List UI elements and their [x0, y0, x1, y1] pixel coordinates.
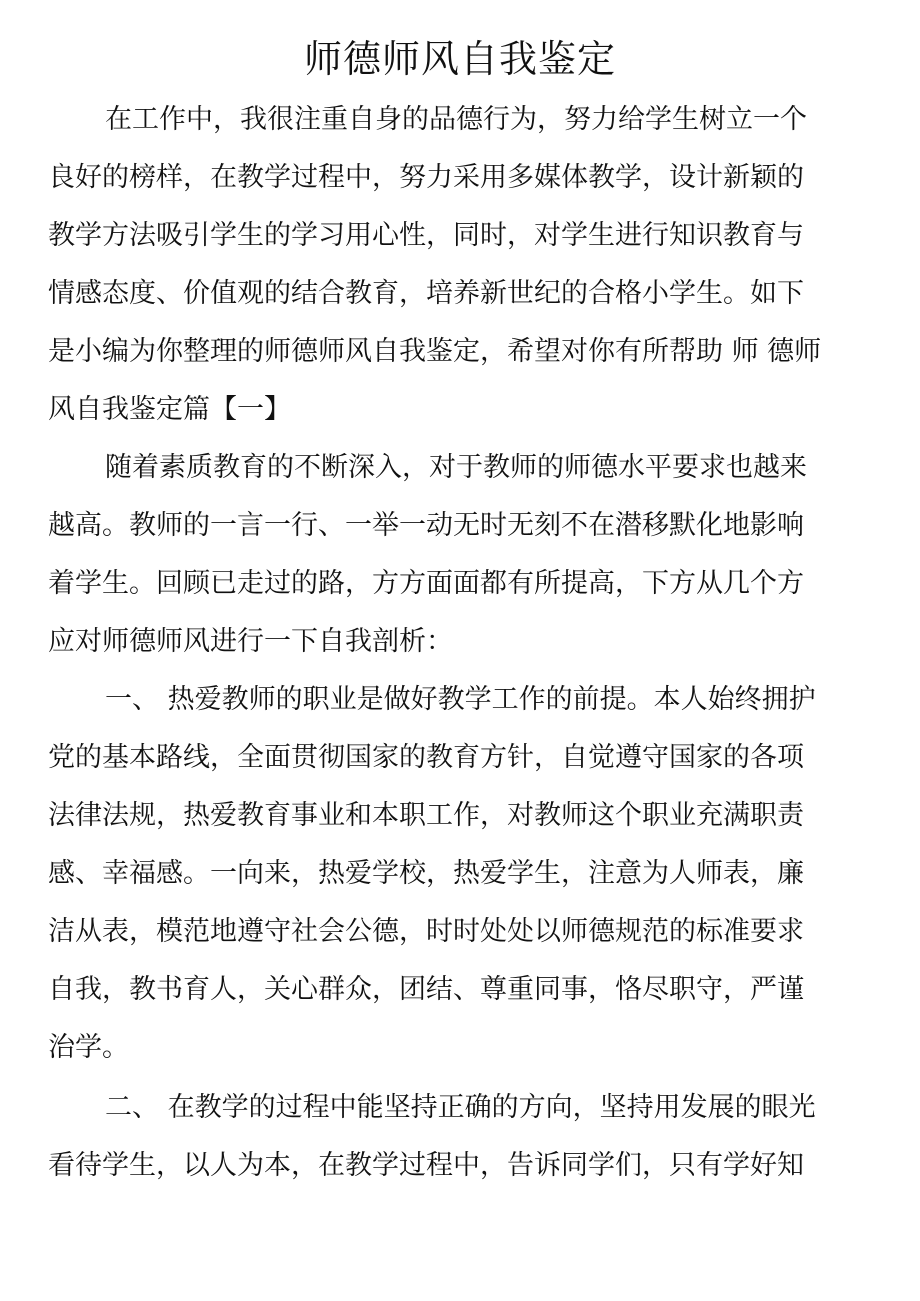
- paragraph-line: 随着素质教育的不断深入，对于教师的师德水平要求也越来: [105, 452, 807, 483]
- paragraph-line: 情感态度、价值观的结合教育，培养新世纪的合格小学生。如下: [48, 278, 804, 309]
- paragraph-line: 自我，教书育人，关心群众，团结、尊重同事，恪尽职守，严谨: [48, 974, 804, 1005]
- paragraph-line: 二、 在教学的过程中能坚持正确的方向，坚持用发展的眼光: [105, 1092, 816, 1123]
- paragraph-line: 应对师德师风进行一下自我剖析：: [48, 626, 453, 657]
- document-title: 师德师风自我鉴定: [303, 37, 616, 81]
- paragraph-line: 良好的榜样，在教学过程中，努力采用多媒体教学，设计新颖的: [48, 162, 804, 193]
- paragraph-line: 治学。: [48, 1032, 129, 1063]
- paragraph-line: 一、 热爱教师的职业是做好教学工作的前提。本人始终拥护: [105, 684, 816, 715]
- paragraph-line: 着学生。回顾已走过的路，方方面面都有所提高，下方从几个方: [48, 568, 804, 599]
- paragraph-line: 看待学生，以人为本，在教学过程中，告诉同学们，只有学好知: [48, 1150, 804, 1181]
- paragraph-line: 是小编为你整理的师德师风自我鉴定，希望对你有所帮助 师 德师: [48, 336, 822, 367]
- paragraph-line: 风自我鉴定篇【一】: [48, 394, 291, 425]
- paragraph-line: 在工作中，我很注重自身的品德行为，努力给学生树立一个: [105, 104, 807, 135]
- paragraph-line: 党的基本路线，全面贯彻国家的教育方针，自觉遵守国家的各项: [48, 742, 804, 773]
- paragraph-line: 洁从表，模范地遵守社会公德，时时处处以师德规范的标准要求: [48, 916, 804, 947]
- paragraph-line: 法律法规，热爱教育事业和本职工作，对教师这个职业充满职责: [48, 800, 804, 831]
- paragraph-line: 越高。教师的一言一行、一举一动无时无刻不在潜移默化地影响: [48, 510, 804, 541]
- paragraph-line: 教学方法吸引学生的学习用心性，同时，对学生进行知识教育与: [48, 220, 804, 251]
- paragraph-line: 感、幸福感。一向来，热爱学校，热爱学生，注意为人师表，廉: [48, 858, 804, 889]
